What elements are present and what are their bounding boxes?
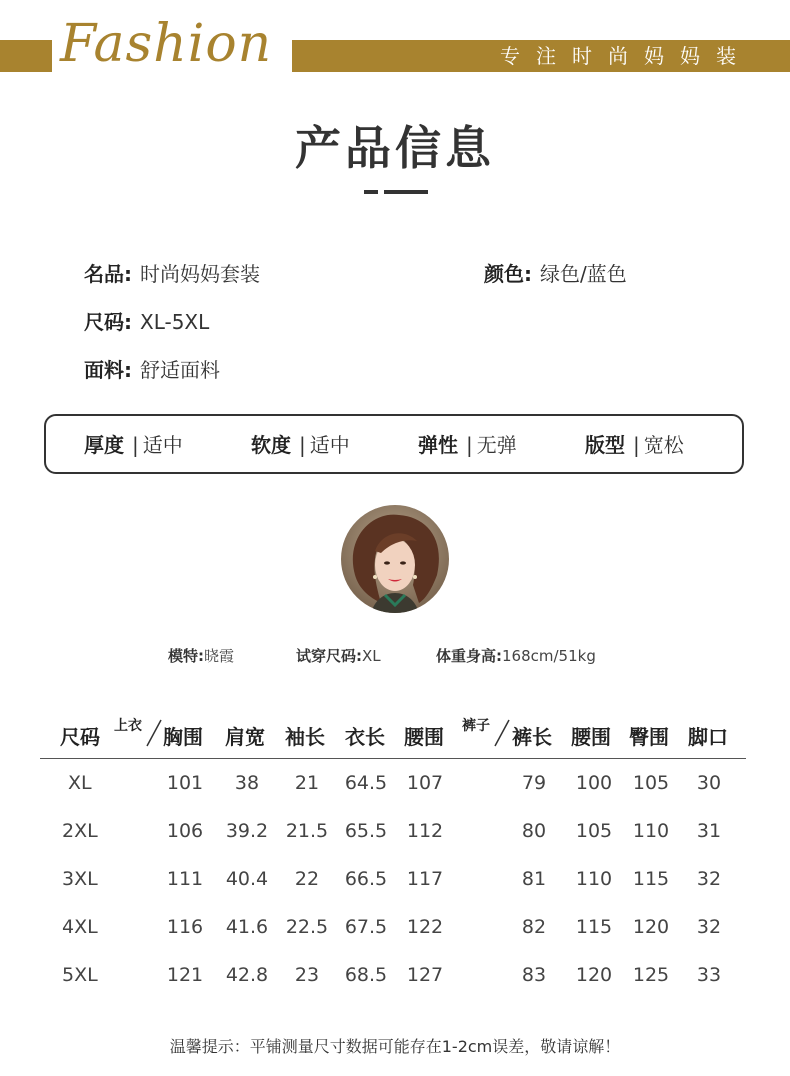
bottom-group-slash xyxy=(493,718,511,748)
column-header: 裤长 xyxy=(512,725,552,749)
table-cell: 116 xyxy=(166,916,204,938)
table-cell: 64.5 xyxy=(344,772,388,794)
column-header: 脚口 xyxy=(688,725,728,749)
table-cell: 23 xyxy=(294,964,320,986)
table-cell: 32 xyxy=(696,916,722,938)
header-slogan: 专注时尚妈妈装 xyxy=(500,44,752,68)
table-cell: 81 xyxy=(521,868,547,890)
table-cell: 125 xyxy=(632,964,670,986)
info-size xyxy=(84,310,209,334)
table-cell: 110 xyxy=(575,868,613,890)
attribute-elasticity xyxy=(418,432,517,458)
info-name-label: 名品: xyxy=(84,262,132,286)
header-band-left xyxy=(0,40,52,72)
model-photo xyxy=(341,505,449,613)
table-cell: 105 xyxy=(575,820,613,842)
table-cell: 83 xyxy=(521,964,547,986)
table-header-rule xyxy=(40,758,746,759)
attribute-value: 无弹 xyxy=(476,433,517,457)
table-cell: 121 xyxy=(166,964,204,986)
table-cell: 101 xyxy=(166,772,204,794)
table-cell: 22 xyxy=(294,868,320,890)
model-name xyxy=(168,646,234,666)
model-size xyxy=(296,646,381,666)
info-color xyxy=(484,262,627,286)
attribute-separator: | xyxy=(299,433,306,457)
top-group-slash xyxy=(145,718,163,748)
attribute-box xyxy=(44,414,744,474)
table-cell: 22.5 xyxy=(285,916,329,938)
model-name-label: 模特: xyxy=(168,647,204,665)
attribute-label: 弹性 xyxy=(418,433,458,457)
model-size-value: XL xyxy=(362,647,381,665)
table-cell: 39.2 xyxy=(225,820,269,842)
table-cell: 115 xyxy=(575,916,613,938)
column-header: 衣长 xyxy=(345,725,385,749)
title-divider-long xyxy=(384,190,428,194)
attribute-separator: | xyxy=(633,433,640,457)
table-cell: 38 xyxy=(234,772,260,794)
table-cell: 32 xyxy=(696,868,722,890)
attribute-fit xyxy=(585,432,684,458)
row-size: 5XL xyxy=(62,964,98,986)
table-cell: 42.8 xyxy=(225,964,269,986)
table-cell: 122 xyxy=(406,916,444,938)
table-cell: 33 xyxy=(696,964,722,986)
table-cell: 112 xyxy=(406,820,444,842)
table-cell: 82 xyxy=(521,916,547,938)
info-fabric-label: 面料: xyxy=(84,358,132,382)
attribute-value: 适中 xyxy=(142,433,183,457)
page-title: 产品信息 xyxy=(295,121,495,175)
table-cell: 100 xyxy=(575,772,613,794)
table-cell: 111 xyxy=(166,868,204,890)
top-group-label: 上衣 xyxy=(114,718,142,734)
column-header: 腰围 xyxy=(404,725,444,749)
attribute-softness xyxy=(251,432,350,458)
table-cell: 30 xyxy=(696,772,722,794)
attribute-value: 宽松 xyxy=(643,433,684,457)
table-cell: 21 xyxy=(294,772,320,794)
table-cell: 117 xyxy=(406,868,444,890)
column-header: 胸围 xyxy=(163,725,203,749)
row-size: XL xyxy=(68,772,92,794)
table-cell: 79 xyxy=(521,772,547,794)
column-header: 腰围 xyxy=(571,725,611,749)
model-name-value: 晓霞 xyxy=(204,647,235,665)
attribute-label: 厚度 xyxy=(84,433,124,457)
table-cell: 68.5 xyxy=(344,964,388,986)
bottom-group-label: 裤子 xyxy=(462,718,490,734)
info-color-label: 颜色: xyxy=(484,262,532,286)
brand-logo: Fashion xyxy=(60,14,273,74)
attribute-label: 版型 xyxy=(585,433,625,457)
info-color-value: 绿色/蓝色 xyxy=(540,262,627,286)
model-body-label: 体重身高: xyxy=(436,647,502,665)
attribute-thickness xyxy=(84,432,183,458)
table-cell: 115 xyxy=(632,868,670,890)
table-cell: 120 xyxy=(575,964,613,986)
attribute-value: 适中 xyxy=(309,433,350,457)
row-size: 2XL xyxy=(62,820,98,842)
column-header: 袖长 xyxy=(285,725,325,749)
model-body xyxy=(436,646,596,666)
attribute-separator: | xyxy=(466,433,473,457)
model-size-label: 试穿尺码: xyxy=(296,647,362,665)
column-header: 肩宽 xyxy=(225,725,265,749)
table-cell: 21.5 xyxy=(285,820,329,842)
footer-note: 温馨提示：平铺测量尺寸数据可能存在1-2cm误差，敬请谅解！ xyxy=(169,1037,621,1056)
info-fabric-value: 舒适面料 xyxy=(140,358,220,382)
attribute-separator: | xyxy=(132,433,139,457)
table-cell: 107 xyxy=(406,772,444,794)
model-body-value: 168cm/51kg xyxy=(502,647,596,665)
table-cell: 31 xyxy=(696,820,722,842)
table-cell: 105 xyxy=(632,772,670,794)
table-cell: 67.5 xyxy=(344,916,388,938)
column-header: 臀围 xyxy=(629,725,669,749)
row-size: 4XL xyxy=(62,916,98,938)
info-size-value: XL-5XL xyxy=(140,310,210,334)
table-cell: 120 xyxy=(632,916,670,938)
table-cell: 127 xyxy=(406,964,444,986)
table-cell: 110 xyxy=(632,820,670,842)
table-cell: 41.6 xyxy=(225,916,269,938)
info-name-value: 时尚妈妈套装 xyxy=(140,262,260,286)
row-size: 3XL xyxy=(62,868,98,890)
info-name xyxy=(84,262,260,286)
attribute-label: 软度 xyxy=(251,433,291,457)
table-cell: 40.4 xyxy=(225,868,269,890)
table-cell: 106 xyxy=(166,820,204,842)
info-fabric xyxy=(84,358,220,382)
table-cell: 65.5 xyxy=(344,820,388,842)
info-size-label: 尺码: xyxy=(84,310,132,334)
size-header: 尺码 xyxy=(60,725,100,749)
table-cell: 66.5 xyxy=(344,868,388,890)
title-divider-short xyxy=(364,190,378,194)
table-cell: 80 xyxy=(521,820,547,842)
